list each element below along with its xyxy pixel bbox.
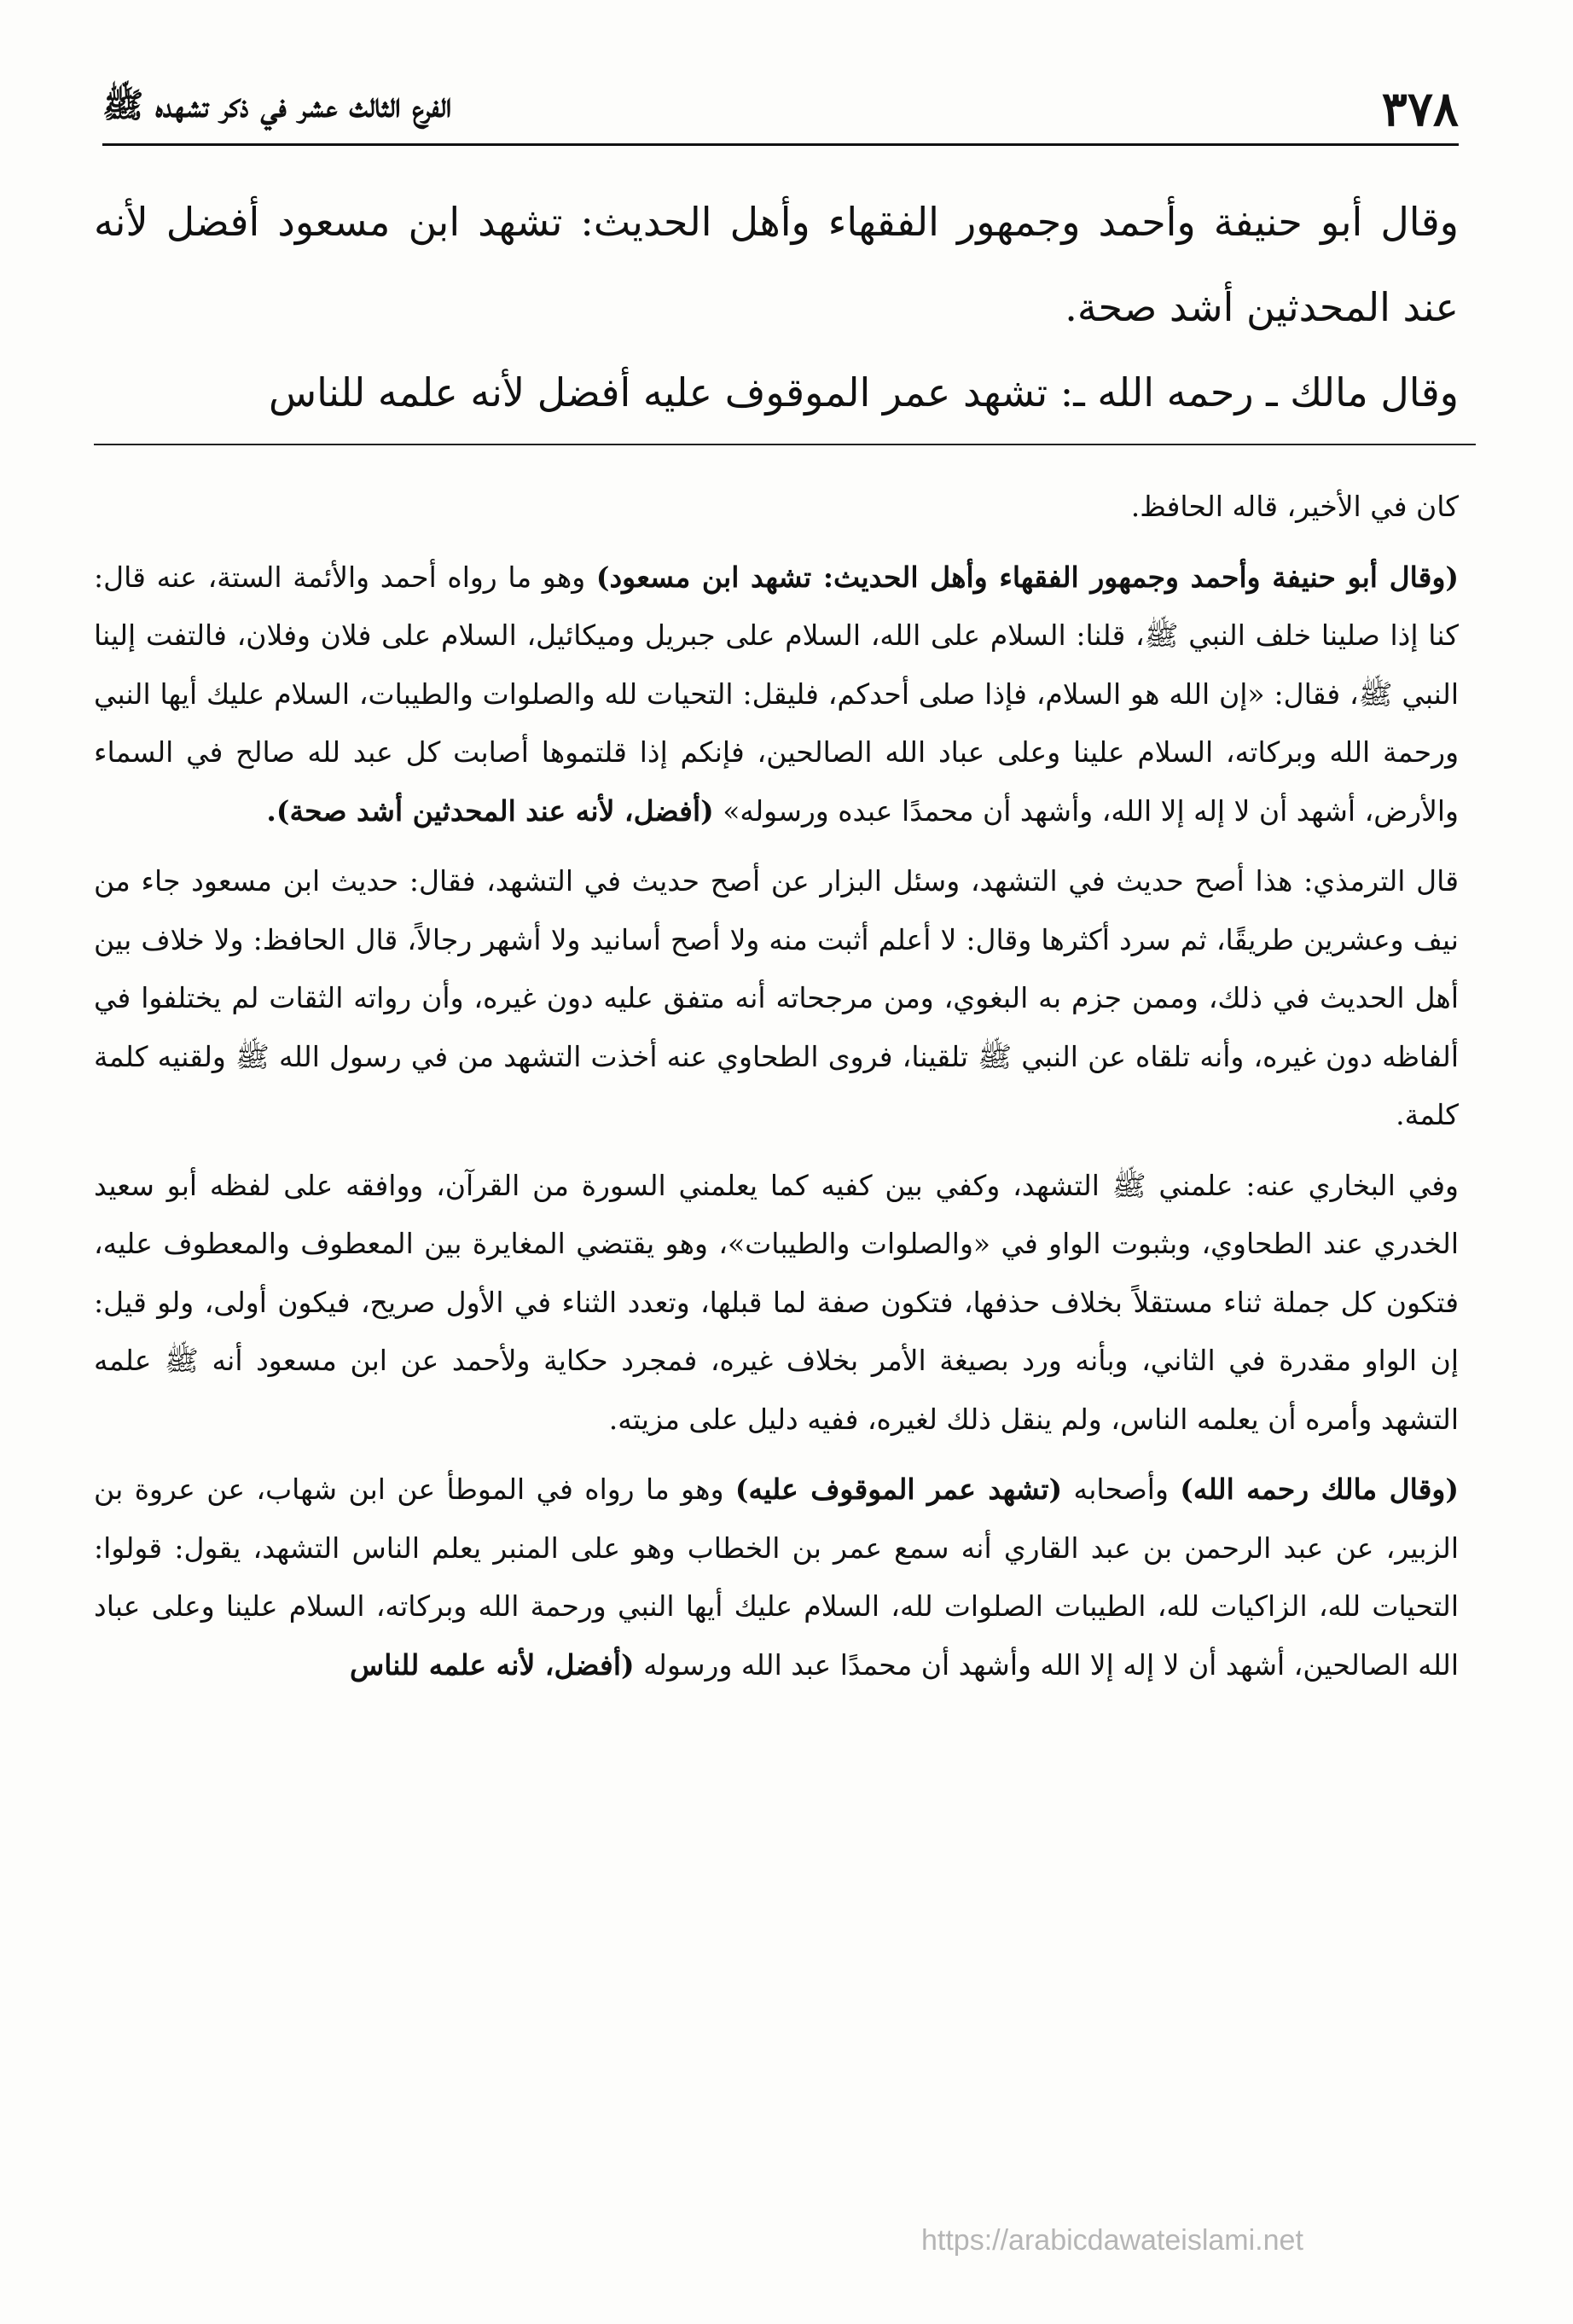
commentary-body: وهو ما رواه في الموطأ عن ابن شهاب، عن عروة بن الزبير، عن عبد الرحمن بن عبد القاري أنه سمع عمر بن الخطاب وهو على المنبر يعلم الناس التشهد، يقول: قولوا: التحيات لله، الزاكيات لله، الطيبات الصلوات لله، السلام عليك أيها النبي ورحمة الله وبركاته، السلام علينا وعلى عباد الله الصالحين، أشهد أن لا إله إلا الله وأشهد أن محمدًا عبد الله ورسوله [94,1473,1459,1682]
commentary-body: وأصحابه [1062,1473,1181,1506]
commentary-paragraph: قال الترمذي: هذا أصح حديث في التشهد، وسئل البزار عن أصح حديث في التشهد، فقال: حديث ابن مسعود جاء من نيف وعشرين طريقًا، ثم سرد أكثرها وقال: لا أعلم أثبت منه ولا أصح أسانيد ولا أشهر رجالاً، قال الحافظ: ولا خلاف بين أهل الحديث في ذلك، وممن جزم به البغوي، ومن مرجحاته أنه متفق عليه دون غيره، وأن رواته الثقات لم يختلفوا في ألفاظه دون غيره، وأنه تلقاه عن النبي ﷺ تلقينا، فروى الطحاوي عنه أخذت التشهد من في رسول الله ﷺ ولقنيه كلمة كلمة. [94,864,1460,1131]
page-number: ٣٧٨ [1381,81,1459,137]
quoted-matn: (وقال أبو حنيفة وأحمد وجمهور الفقهاء وأهل الحديث: تشهد ابن مسعود) [595,560,1460,594]
page-header [102,75,1459,146]
main-text-paragraph: وقال أبو حنيفة وأحمد وجمهور الفقهاء وأهل الحديث: تشهد ابن مسعود أفضل لأنه عند المحدثين أشد صحة. [94,199,1459,330]
commentary-text [94,478,1459,1706]
running-title: الفرع الثالث عشر في ذكر تشهده ﷺ [102,85,452,125]
commentary-paragraph [94,1461,1459,1694]
commentary-paragraph: وفي البخاري عنه: علمني ﷺ التشهد، وكفي بين كفيه كما يعلمني السورة من القرآن، ووافقه على لفظه أبو سعيد الخدري عند الطحاوي، وبثبوت الواو في «والصلوات والطيبات»، وهو يقتضي المغايرة بين المعطوف والمعطوف عليه، فتكون كل جملة ثناء مستقلاً بخلاف حذفها، فتكون صفة لما قبلها، وتعدد الثناء في الأول صريح، فيكون أولى، ولو قيل: إن الواو مقدرة في الثاني، وبأنه ورد بصيغة الأمر بخلاف غيره، فمجرد حكاية ولأحمد عن ابن مسعود أنه ﷺ علمه التشهد وأمره أن يعلمه الناس، ولم ينقل ذلك لغيره، ففيه دليل على مزيته. [94,1168,1459,1436]
commentary-paragraph [94,549,1459,841]
quoted-matn: (أفضل، لأنه علمه للناس [349,1647,635,1682]
main-text-paragraph: وقال مالك ـ رحمه الله ـ: تشهد عمر الموقوف عليه أفضل لأنه علمه للناس [268,369,1459,415]
quoted-matn: (أفضل، لأنه عند المحدثين أشد صحة). [266,793,714,828]
commentary-paragraph: كان في الأخير، قاله الحافظ. [1130,490,1459,523]
separator-line [94,444,1476,445]
watermark-url: https://arabicdawateislami.net [921,2224,1303,2257]
main-text [94,179,1459,435]
quoted-matn: (تشهد عمر الموقوف عليه) [734,1473,1063,1506]
commentary-body: وهو ما رواه أحمد والأئمة الستة، عنه قال: كنا إذا صلينا خلف النبي ﷺ، قلنا: السلام على الله، السلام على جبريل وميكائيل، السلام على فلان وفلان، فالتفت إلينا النبي ﷺ، فقال: «إن الله هو السلام، فإذا صلى أحدكم، فليقل: التحيات لله والصلوات والطيبات، السلام عليك أيها النبي ورحمة الله وبركاته، السلام علينا وعلى عباد الله الصالحين، فإنكم إذا قلتموها أصابت كل عبد لله صالح في السماء والأرض، أشهد أن لا إله إلا الله، وأشهد أن محمدًا عبده ورسوله» [94,560,1459,828]
quoted-matn: (وقال مالك رحمه الله) [1180,1473,1459,1506]
